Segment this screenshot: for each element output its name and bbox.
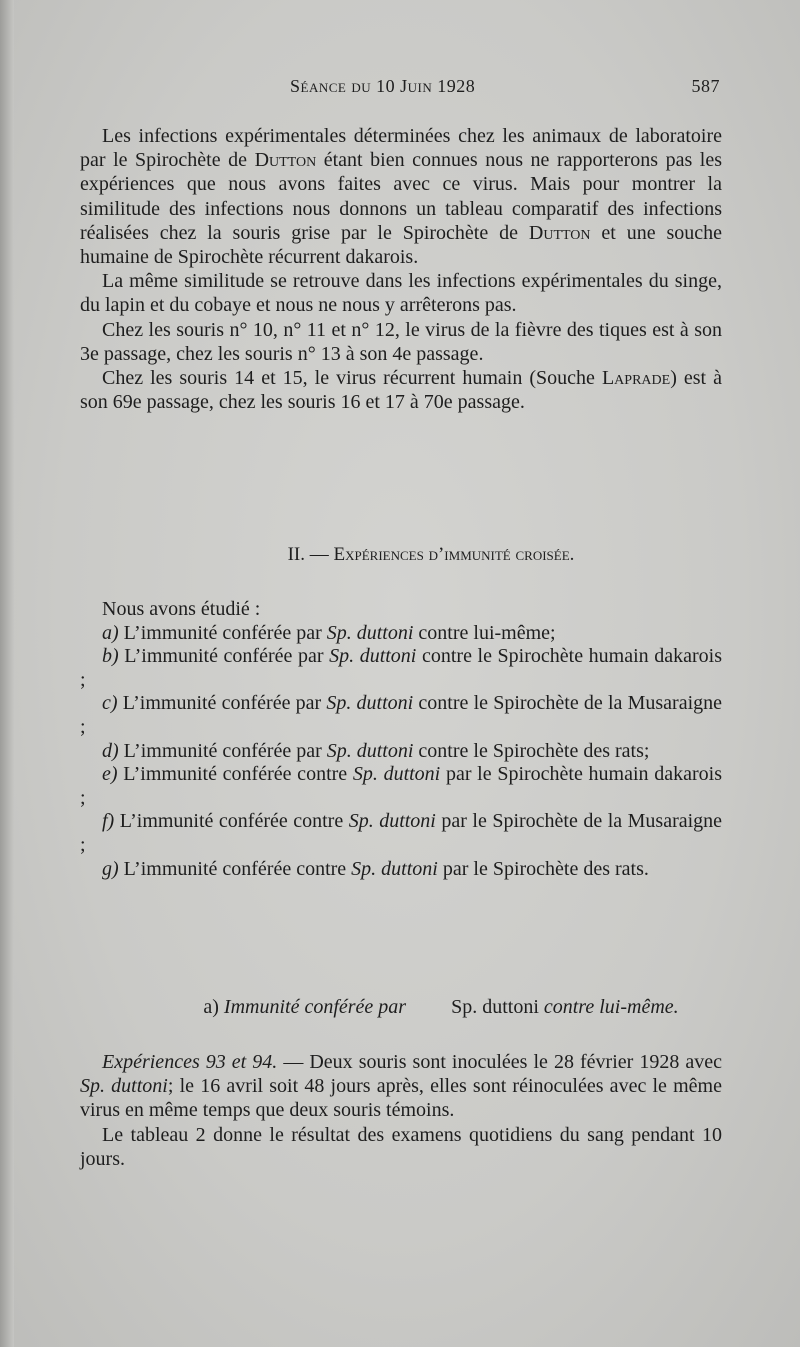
- paragraph-3: Chez les souris n° 10, n° 11 et n° 12, le virus de la fièvre des tiques est à son 3e passage, chez les souris n° 13 à son 4e passage.: [80, 318, 722, 365]
- paragraph-2: La même similitude se retrouve dans les infections expérimentales du singe, du lapin et du cobaye et nous ne nous y arrêterons pas.: [80, 270, 722, 317]
- experiment-paragraph: Expériences 93 et 94. — Deux souris sont inoculées le 28 février 1928 avec Sp. duttoni; le 16 avril soit 48 jours après, elles sont réinoculées avec le même virus en même temps que deux souris témoins.: [80, 1051, 723, 1122]
- strain-name: Laprade: [601, 367, 671, 390]
- paragraph-4: Chez les souris 14 et 15, le virus récurrent humain (Souche Laprade) est à son 69e passage, chez les souris 16 et 17 à 70e passage.: [80, 367, 722, 414]
- list-item: g) L’immunité conférée contre Sp. duttoni par le Spirochète des rats.: [102, 857, 649, 880]
- author-name: Dutton: [528, 221, 591, 244]
- list-item: c) L’immunité conférée par Sp. duttoni contre le Spirochète de la Musaraigne ;: [80, 692, 723, 738]
- list-item: d) L’immunité conférée par Sp. duttoni contre le Spirochète des rats;: [102, 739, 650, 762]
- experiment-label: Expériences 93 et 94.: [102, 1051, 278, 1073]
- running-header: [80, 76, 720, 102]
- author-name: Dutton: [254, 149, 317, 172]
- page-spine-shadow: [0, 0, 14, 1347]
- section-heading: II. — Expériences d’immunité croisée.: [287, 544, 575, 565]
- list-item: a) L’immunité conférée par Sp. duttoni contre lui-même;: [102, 621, 556, 644]
- final-paragraph: Le tableau 2 donne le résultat des examens quotidiens du sang pendant 10 jours.: [80, 1123, 722, 1170]
- list-intro: Nous avons étudié :: [102, 598, 261, 620]
- list-item: e) L’immunité conférée contre Sp. duttoni par le Spirochète humain dakarois ;: [80, 763, 722, 809]
- paragraph-1: Les infections expérimentales déterminées chez les animaux de laboratoire par le Spirochète de Dutton étant bien connues nous ne rapporterons pas les expériences que nous avons faites avec ce virus. Mais pour montrer la similitude des infections nous donnons un tableau comparatif des infections réalisées chez la souris grise par le Spirochète de Dutton et une souche humaine de Spirochète récurrent dakarois.: [80, 125, 723, 269]
- list-item: b) L’immunité conférée par Sp. duttoni contre le Spirochète humain dakarois ;: [80, 645, 723, 691]
- running-title: Séance du 10 Juin 1928: [290, 76, 476, 96]
- list-item: f) L’immunité conférée contre Sp. duttoni par le Spirochète de la Musaraigne ;: [80, 810, 723, 856]
- section-1-body: [80, 124, 722, 414]
- section-3-body: [80, 1050, 722, 1171]
- experiment-list: [80, 598, 722, 881]
- subsection-heading: a) Immunité conférée par Sp. duttoni contre lui-même.: [203, 996, 679, 1018]
- page-number: 587: [691, 76, 720, 96]
